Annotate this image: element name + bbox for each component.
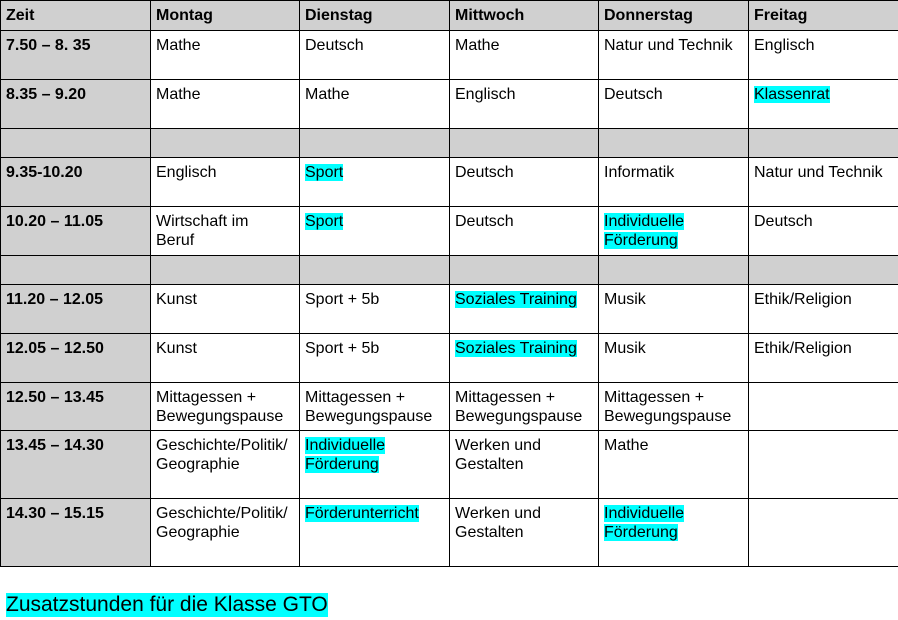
- subject-label: Mathe: [156, 37, 201, 54]
- subject-label: Musik: [604, 340, 646, 357]
- break-cell: [151, 256, 300, 285]
- subject-label: Ethik/Religion: [754, 340, 852, 357]
- subject-cell: [749, 334, 898, 383]
- subject-cell: [749, 431, 898, 499]
- subject-label: Werken und: [455, 505, 541, 522]
- break-cell: [450, 129, 599, 158]
- lesson-row: [1, 383, 898, 431]
- break-cell: [749, 256, 898, 285]
- lesson-row: [1, 158, 898, 207]
- time-cell: 9.35-10.20: [1, 158, 151, 207]
- subject-label: Sport + 5b: [305, 291, 380, 308]
- subject-label: Deutsch: [305, 37, 364, 54]
- subject-label: Sport + 5b: [305, 340, 380, 357]
- break-cell: [450, 256, 599, 285]
- subject-label: Kunst: [156, 340, 197, 357]
- subject-label: Natur und Technik: [604, 37, 733, 54]
- subject-cell: [450, 431, 599, 499]
- subject-cell: [450, 499, 599, 567]
- subject-cell: [300, 285, 450, 334]
- subject-cell: [749, 207, 898, 256]
- subject-label: Mittagessen +: [305, 389, 406, 406]
- subject-label: Soziales Training: [455, 291, 577, 308]
- header-day: Donnerstag: [599, 1, 749, 31]
- break-row: [1, 256, 898, 285]
- subject-cell: [300, 158, 450, 207]
- subject-cell: [450, 158, 599, 207]
- subject-label: Deutsch: [754, 213, 813, 230]
- subject-cell: [749, 285, 898, 334]
- subject-cell: [599, 334, 749, 383]
- subject-cell: [599, 80, 749, 129]
- subject-label: Geschichte/Politik/: [156, 505, 288, 522]
- subject-label: Natur und Technik: [754, 164, 883, 181]
- subject-cell: [450, 80, 599, 129]
- subject-label: Ethik/Religion: [754, 291, 852, 308]
- header-day: Montag: [151, 1, 300, 31]
- subject-label: Förderung: [604, 232, 678, 249]
- break-cell: [1, 256, 151, 285]
- subject-label: Sport: [305, 213, 344, 230]
- timetable-body: [1, 31, 898, 567]
- subject-cell: [151, 285, 300, 334]
- time-cell: 10.20 – 11.05: [1, 207, 151, 256]
- subject-cell: [599, 431, 749, 499]
- subject-label: Kunst: [156, 291, 197, 308]
- lesson-row: [1, 80, 898, 129]
- time-cell: 12.05 – 12.50: [1, 334, 151, 383]
- time-cell: 8.35 – 9.20: [1, 80, 151, 129]
- subject-label: Werken und: [455, 437, 541, 454]
- subject-label: Deutsch: [604, 86, 663, 103]
- time-cell: 13.45 – 14.30: [1, 431, 151, 499]
- subject-cell: [151, 499, 300, 567]
- break-row: [1, 129, 898, 158]
- time-cell: 12.50 – 13.45: [1, 383, 151, 431]
- subject-cell: [749, 383, 898, 431]
- subject-label: Bewegungspause: [455, 408, 583, 425]
- time-cell: 11.20 – 12.05: [1, 285, 151, 334]
- subject-cell: [300, 383, 450, 431]
- subject-label: Förderung: [604, 524, 678, 541]
- subject-label: Musik: [604, 291, 646, 308]
- subject-cell: [151, 383, 300, 431]
- subject-label: Gestalten: [455, 456, 524, 473]
- header-day: Dienstag: [300, 1, 450, 31]
- break-cell: [300, 129, 450, 158]
- subject-label: Förderunterricht: [305, 505, 419, 522]
- break-cell: [300, 256, 450, 285]
- subject-cell: [450, 383, 599, 431]
- subject-label: Sport: [305, 164, 344, 181]
- subject-label: Individuelle: [604, 213, 685, 230]
- subject-cell: [450, 285, 599, 334]
- subject-label: Bewegungspause: [156, 408, 284, 425]
- subject-label: Mathe: [604, 437, 649, 454]
- subject-cell: [151, 207, 300, 256]
- subject-label: Mittagessen +: [455, 389, 556, 406]
- lesson-row: [1, 207, 898, 256]
- subject-cell: [599, 31, 749, 80]
- time-cell: 14.30 – 15.15: [1, 499, 151, 567]
- subject-cell: [749, 158, 898, 207]
- subject-label: Deutsch: [455, 213, 514, 230]
- subject-label: Geschichte/Politik/: [156, 437, 288, 454]
- subject-label: Geographie: [156, 524, 240, 541]
- subject-cell: [749, 499, 898, 567]
- subject-label: Förderung: [305, 456, 379, 473]
- header-row: [1, 1, 898, 31]
- time-cell: 7.50 – 8. 35: [1, 31, 151, 80]
- subject-cell: [300, 334, 450, 383]
- subject-label: Klassenrat: [754, 86, 830, 103]
- subject-label: Mathe: [455, 37, 500, 54]
- subject-cell: [599, 499, 749, 567]
- lesson-row: [1, 334, 898, 383]
- subject-cell: [151, 31, 300, 80]
- subject-label: Bewegungspause: [305, 408, 433, 425]
- subject-label: Beruf: [156, 232, 195, 249]
- subject-label: Mathe: [156, 86, 201, 103]
- subject-label: Englisch: [754, 37, 815, 54]
- subject-cell: [300, 31, 450, 80]
- subject-label: Geographie: [156, 456, 240, 473]
- subject-cell: [151, 80, 300, 129]
- subject-cell: [450, 207, 599, 256]
- subject-label: Gestalten: [455, 524, 524, 541]
- break-cell: [151, 129, 300, 158]
- subject-cell: [151, 431, 300, 499]
- subject-label: Bewegungspause: [604, 408, 732, 425]
- subject-label: Englisch: [455, 86, 516, 103]
- subject-cell: [749, 31, 898, 80]
- subject-label: Soziales Training: [455, 340, 577, 357]
- lesson-row: [1, 431, 898, 499]
- subject-cell: [450, 334, 599, 383]
- subject-cell: [599, 383, 749, 431]
- subject-cell: [749, 80, 898, 129]
- subject-label: Informatik: [604, 164, 675, 181]
- subject-cell: [599, 158, 749, 207]
- subject-label: Individuelle: [604, 505, 685, 522]
- subject-cell: [300, 431, 450, 499]
- subject-label: Mittagessen +: [604, 389, 705, 406]
- subject-cell: [599, 207, 749, 256]
- subject-label: Deutsch: [455, 164, 514, 181]
- break-cell: [1, 129, 151, 158]
- break-cell: [599, 129, 749, 158]
- subject-label: Individuelle: [305, 437, 386, 454]
- subject-label: Englisch: [156, 164, 217, 181]
- footer-note: Zusatzstunden für die Klasse GTO: [6, 593, 328, 616]
- subject-cell: [450, 31, 599, 80]
- header-day: Freitag: [749, 1, 898, 31]
- lesson-row: [1, 499, 898, 567]
- break-cell: [599, 256, 749, 285]
- header-day: Mittwoch: [450, 1, 599, 31]
- subject-label: Mathe: [305, 86, 350, 103]
- subject-cell: [151, 158, 300, 207]
- subject-cell: [151, 334, 300, 383]
- lesson-row: [1, 31, 898, 80]
- subject-label: Mittagessen +: [156, 389, 257, 406]
- subject-label: Wirtschaft im: [156, 213, 249, 230]
- subject-cell: [300, 499, 450, 567]
- lesson-row: [1, 285, 898, 334]
- header-zeit: Zeit: [1, 1, 151, 31]
- subject-cell: [300, 207, 450, 256]
- subject-cell: [599, 285, 749, 334]
- break-cell: [749, 129, 898, 158]
- subject-cell: [300, 80, 450, 129]
